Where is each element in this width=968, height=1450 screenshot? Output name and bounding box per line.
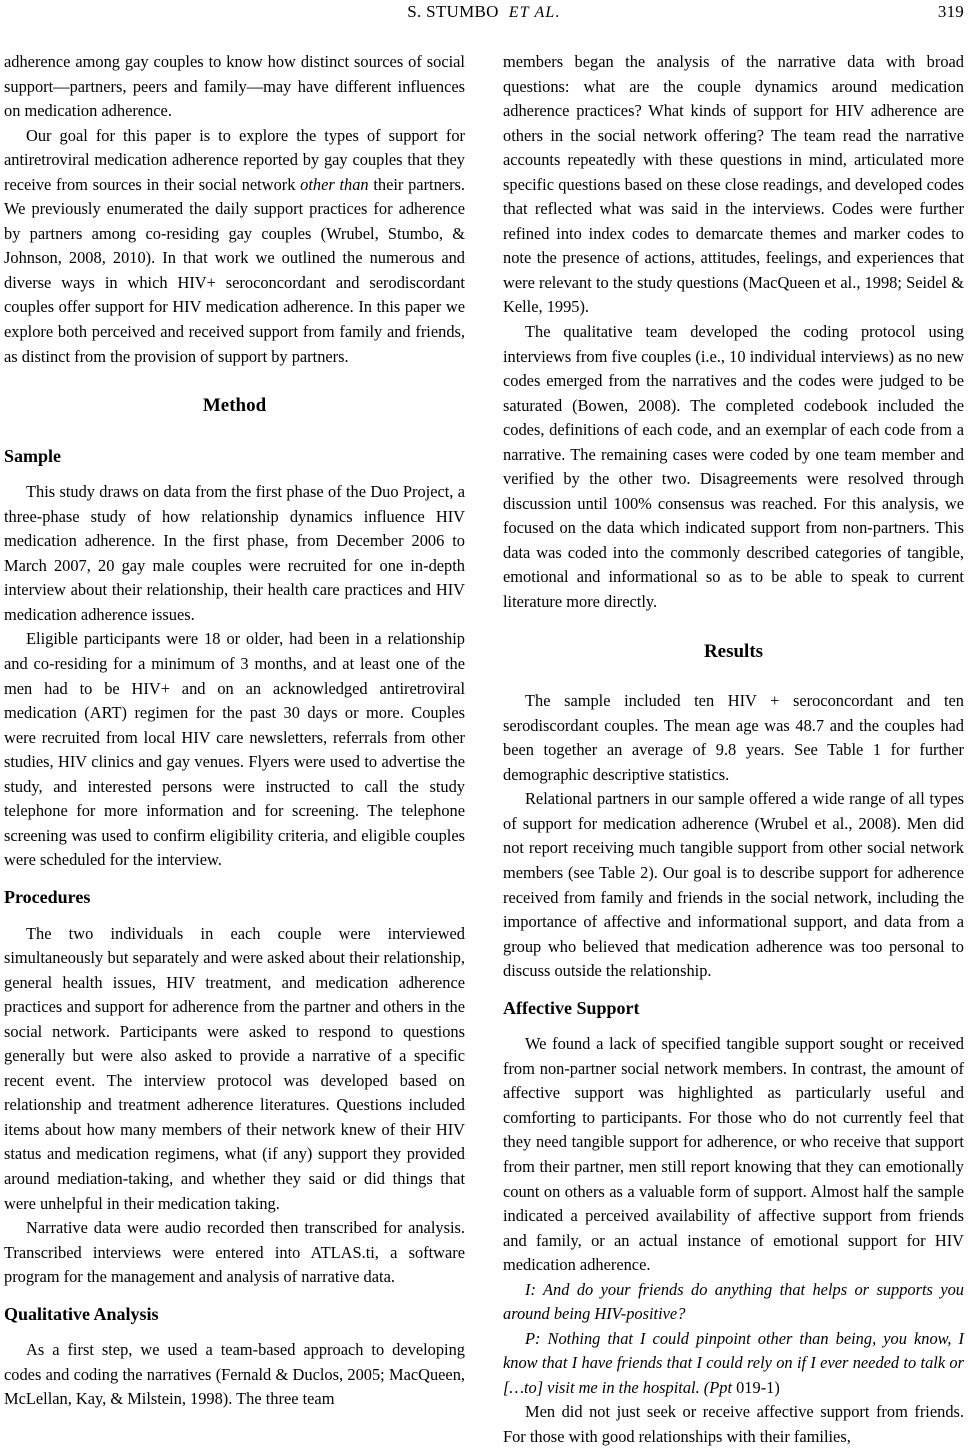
spacer xyxy=(4,369,465,394)
spacer xyxy=(503,1020,964,1032)
running-header-etal: ET AL. xyxy=(508,4,561,21)
quote-participant xyxy=(503,1327,964,1401)
paragraph-codebook: The qualitative team developed the coding protocol using interviews from five couples (i.e., 10 individual interviews) as no new codes emerged from the narratives and the codes were judged to be saturated (Bowen, 2008). The completed codebook included the codes, definitions of each code, and an exemplar of each code from a narrative. The remaining cases were coded by one team member and verified by the other two. Disagreements were resolved through discussion until 100% consensus was reached. For this analysis, we focused on the data which indicated support from non-partners. This data was coded into the commonly described categories of tangible, emotional and informational so as to be able to speak to current literature more directly. xyxy=(503,322,964,612)
heading-method: Method xyxy=(202,395,267,417)
emphasis-other-than: other than xyxy=(300,174,369,194)
heading-sample: Sample xyxy=(4,445,62,466)
paragraph-procedures-1: The two individuals in each couple were interviewed simultaneously but separately and were asked about their relationship, general health issues, HIV treatment, and medication adherence practices and support for adherence from the partner and others in the social network. Participants were asked to respond to questions generally but were also asked to provide a narrative of a specific recent event. The interview protocol was developed based on relationship and treatment adherence literatures. Questions included items about how many members of their network knew of their HIV status and medication regimens, what (if any) support they provided around mediation-taking, and whether they said or did things that were unhelpful in their medication taking. xyxy=(4,923,465,1213)
spacer xyxy=(4,468,465,480)
paragraph-results-2: Relational partners in our sample offered a wide range of all types of support for medication adherence (Wrubel et al., 2008). Men did not report receiving much tangible support from other social network members (see Table 2). Our goal is to describe support for adherence received from family and friends in the social network, including the importance of affective and informational support, and data from a group who believed that medication adherence was too personal to discuss outside the relationship. xyxy=(503,789,964,981)
heading-results: Results xyxy=(703,640,764,662)
paragraph-qualitative-continued: members began the analysis of the narrative data with broad questions: what are the couple dynamics around medication adherence practices? What kinds of support for HIV adherence are others in the social network offering? The team read the narrative accounts repeatedly with these questions in mind, articulated more specific questions based on these close readings, and developed codes that reflected what was said in the interviews. Codes were further refined into index codes to demarcate themes and marker codes to note the presence of actions, attitudes, feelings, and experiences that were relevant to the study questions (MacQueen et al., 1998; Seidel & Kelle, 1995). xyxy=(503,52,964,317)
running-header-author: S. STUMBO xyxy=(407,2,499,21)
heading-procedures: Procedures xyxy=(4,886,91,907)
running-header-title xyxy=(0,2,968,22)
heading-affective-support: Affective Support xyxy=(503,997,640,1018)
spacer xyxy=(503,615,964,640)
paragraph-goal xyxy=(4,124,465,369)
page-number: 319 xyxy=(937,2,964,21)
spacer xyxy=(4,1290,465,1302)
quote-participant-id: 019-1) xyxy=(732,1377,780,1397)
paragraph-goal-part2: their partners. We previously enumerated the daily support practices for adherence by partners among co-residing gay couples (Wrubel, Stumbo, & Johnson, 2008, 2010). In that work we outlined the numerous and diverse ways in which HIV+ seroconcordant and serodiscordant couples offer support for HIV medication adherence. In this paper we explore both perceived and received support from family and friends, as distinct from the provision of support by partners. xyxy=(4,174,466,366)
paragraph-continued-adherence: adherence among gay couples to know how distinct sources of social support—partners, peers and family—may have different influences on medication adherence. xyxy=(4,52,465,121)
running-header xyxy=(0,0,968,30)
spacer xyxy=(503,984,964,996)
spacer xyxy=(4,1326,465,1338)
left-column xyxy=(4,50,466,1409)
heading-qualitative-analysis: Qualitative Analysis xyxy=(4,1303,159,1324)
paragraph-procedures-2: Narrative data were audio recorded then transcribed for analysis. Transcribed interviews were entered into ATLAS.ti, a software program for the management and analysis of narrative data. xyxy=(4,1218,465,1287)
right-column xyxy=(503,50,964,1446)
paragraph-results-1: The sample included ten HIV + seroconcordant and ten serodiscordant couples. The mean age was 48.7 and the couples had been together an average of 9.8 years. See Table 1 for further demographic descriptive statistics. xyxy=(503,691,964,784)
quote-participant-ppt-label: Ppt xyxy=(709,1377,733,1397)
spacer xyxy=(4,873,465,885)
paragraph-sample-1: This study draws on data from the first phase of the Duo Project, a three-phase study of how relationship dynamics influence HIV medication adherence. In the first phase, from December 2006 to March 2007, 20 gay male couples were recruited for one in-depth interview about their relationship, their health care practices and HIV medication adherence issues. xyxy=(4,482,465,624)
two-column-body xyxy=(4,50,964,1446)
paragraph-closing: Men did not just seek or receive affective support from friends. For those with good relationships with their families, xyxy=(503,1402,964,1446)
quote-interviewer: I: And do your friends do anything that helps or supports you around being HIV-positive? xyxy=(503,1279,964,1324)
paragraph-qualitative-1: As a first step, we used a team-based approach to developing codes and coding the narratives (Fernald & Duclos, 2005; MacQueen, McLellan, Kay, & Milstein, 1998). The three team xyxy=(4,1340,465,1409)
spacer xyxy=(4,910,465,922)
paragraph-affective-1: We found a lack of specified tangible support sought or received from non-partner social network members. In contrast, the amount of affective support was highlighted as particularly useful and comforting to participants. For those who do not currently feel that they need tangible support for adherence, or who receive that support from their partner, men still report knowing that they can emotionally count on others as a valuable form of support. Almost half the sample indicated a perceived availability of affective support from friends and family, or an actual instance of emotional support for HIV medication adherence. xyxy=(503,1034,964,1275)
spacer xyxy=(4,419,465,444)
spacer xyxy=(503,664,964,689)
paragraph-sample-2: Eligible participants were 18 or older, had been in a relationship and co-residing for a minimum of 3 months, and at least one of the men had to be HIV+ and on an acknowledged antiretroviral medication (ART) regimen for the past 30 days or more. Couples were recruited from local HIV care newsletters, referrals from other studies, HIV clinics and gay venues. Flyers were used to advertise the study, and interested persons were instructed to call the study telephone for more information and for screening. The telephone screening was used to confirm eligibility criteria, and eligible couples were scheduled for the interview. xyxy=(4,629,465,870)
paragraph-goal-part1: Our goal for this paper is to explore the types of support for antiretroviral medication adherence reported by gay couples that they receive from sources in their social network xyxy=(4,125,465,194)
quote-participant-text: P: Nothing that I could pinpoint other than being, you know, I know that I have friends that I could rely on if I ever needed to talk or […to] visit me in the hospital. ( xyxy=(503,1328,964,1397)
